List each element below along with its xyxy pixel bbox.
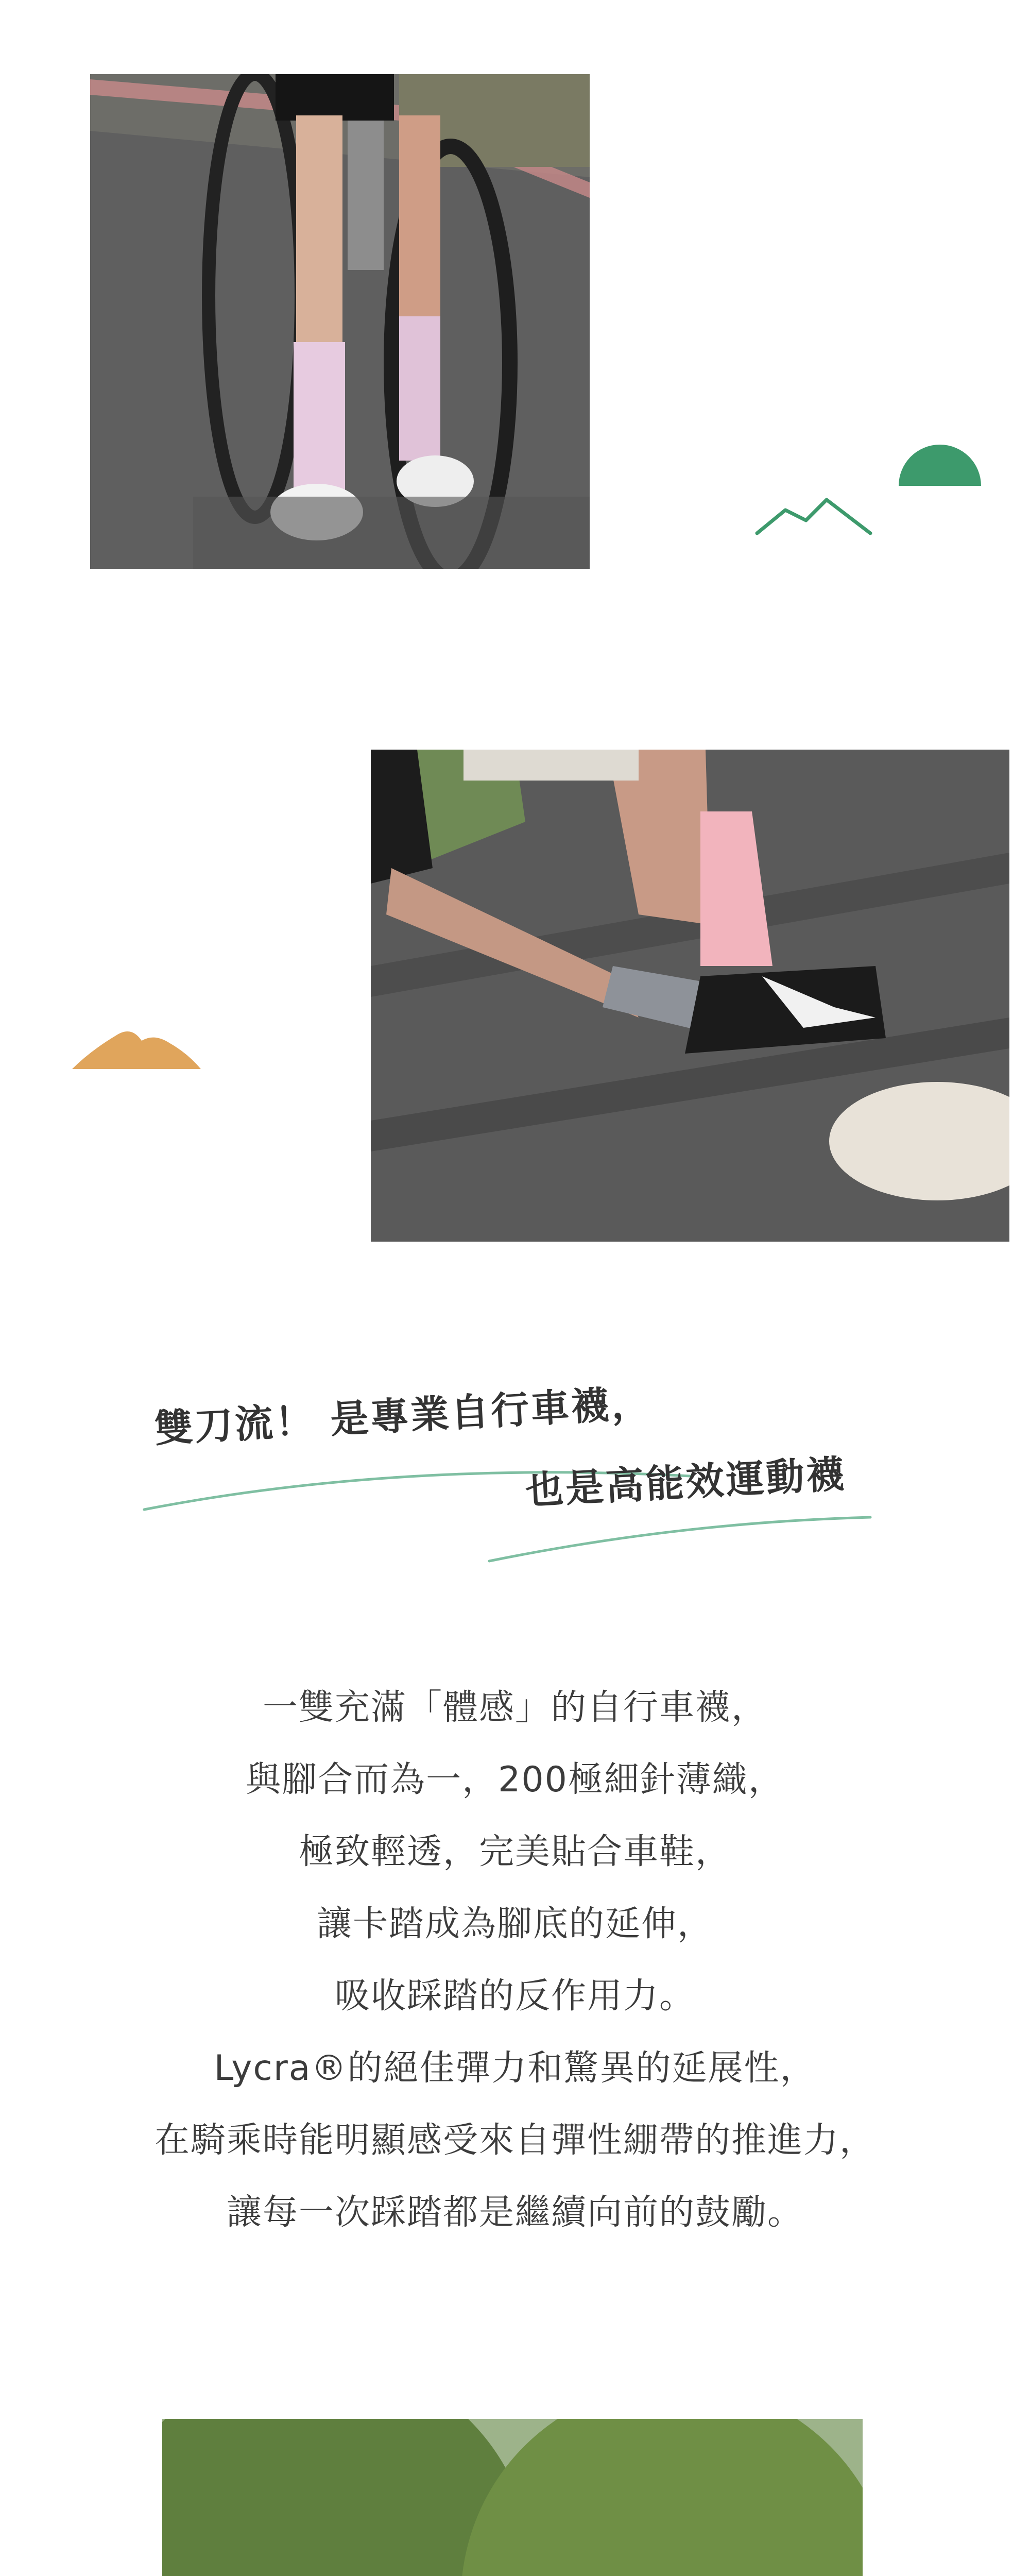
photo-cyclist-legs (90, 74, 590, 569)
description-line: 極致輕透，完美貼合車鞋， (298, 1832, 731, 1872)
description-line: 一雙充滿「體感」的自行車襪， (262, 1687, 767, 1728)
heading-underline-2 (484, 1512, 876, 1569)
description-line: 在騎乘時能明顯感受來自彈性綳帶的推進力， (154, 2120, 876, 2161)
description-line: 與腳合而為一，200極細針薄織， (246, 1759, 784, 1800)
orange-hill-icon (70, 1023, 203, 1072)
description-line: Lycra®的絕佳彈力和驚異的延展性， (214, 2048, 816, 2089)
heading-line-1: 雙刀流！ 是專業自行車襪， (153, 1381, 653, 1451)
photo-legs-on-steps (371, 750, 1009, 1242)
description-line: 讓每一次踩踏都是繼續向前的鼓勵。 (226, 2192, 803, 2233)
green-half-circle-icon (896, 440, 984, 487)
description-paragraph (0, 1672, 1030, 2249)
description-line: 吸收踩踏的反作用力。 (334, 1976, 695, 2016)
heading-line-2: 也是高能效運動襪 (524, 1452, 848, 1513)
description-line: 讓卡踏成為腳底的延伸， (316, 1904, 713, 1944)
green-mountain-line-icon (754, 489, 878, 541)
photo-cyclist-on-bike (162, 2419, 863, 2576)
